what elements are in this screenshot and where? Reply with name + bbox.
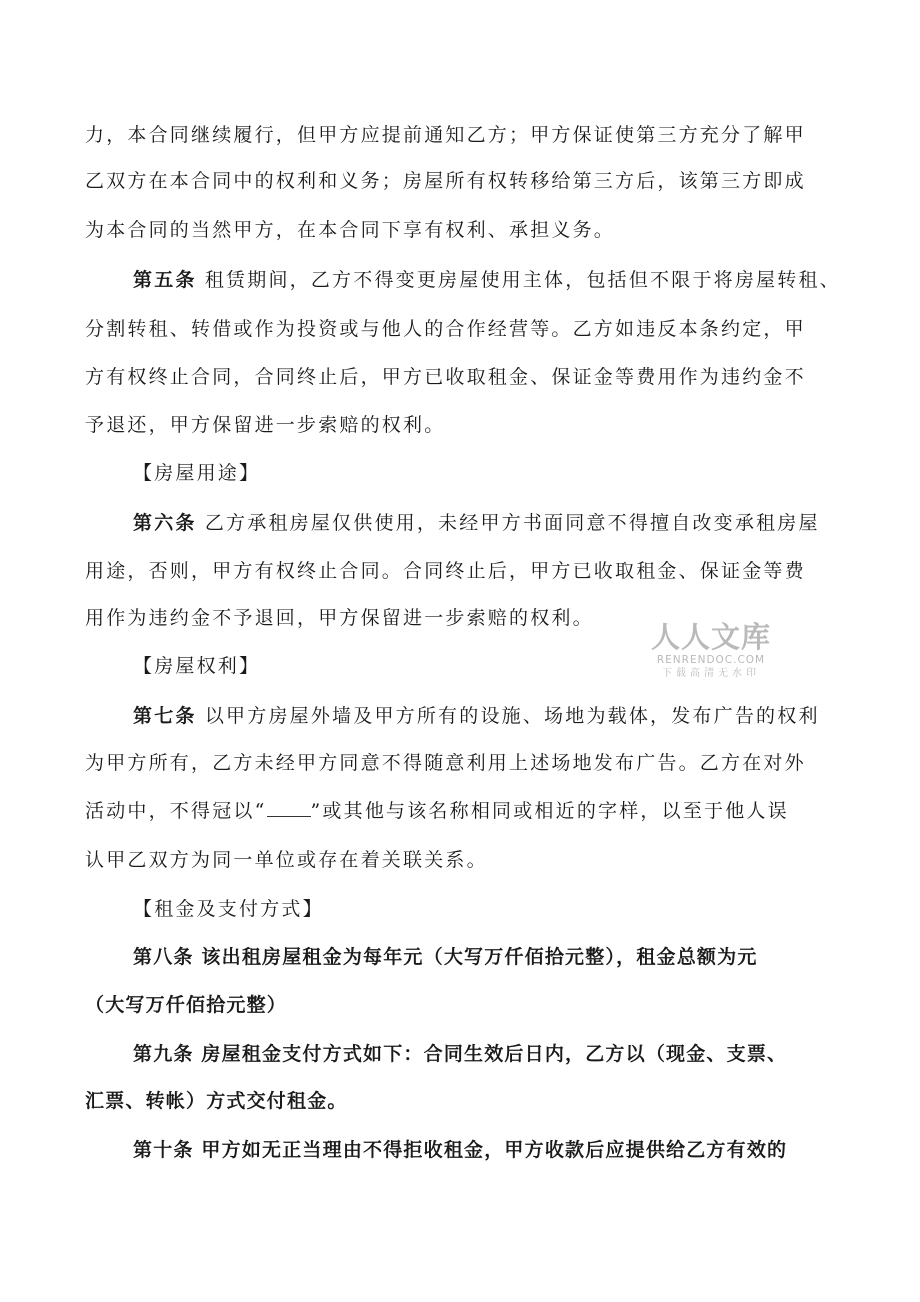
article-text: 乙方承租房屋仅供使用，未经甲方书面同意不得擅自改变承租房屋 bbox=[204, 512, 820, 534]
text-line: 用作为违约金不予退回，甲方保留进一步索赔的权利。 bbox=[85, 607, 594, 629]
article-8-line: 第八条 该出租房屋租金为每年元（大写万仟佰拾元整），租金总额为元 bbox=[133, 946, 758, 968]
text-line: 力，本合同继续履行，但甲方应提前通知乙方；甲方保证使第三方充分了解甲 bbox=[85, 124, 806, 146]
article-5-line bbox=[133, 267, 841, 293]
watermark-tagline: 下载高清无水印 bbox=[662, 668, 760, 679]
article-label: 第六条 bbox=[133, 512, 197, 534]
text-line: 为甲方所有，乙方未经甲方同意不得随意利用上述场地发布广告。乙方在对外 bbox=[85, 752, 806, 774]
text-line: 方有权终止合同，合同终止后，甲方已收取租金、保证金等费用作为违约金不 bbox=[85, 366, 806, 388]
article-label: 第五条 bbox=[133, 269, 197, 291]
text-line: 乙双方在本合同中的权利和义务；房屋所有权转移给第三方后，该第三方即成 bbox=[85, 170, 806, 192]
text-line: （大写万仟佰拾元整） bbox=[85, 994, 288, 1016]
watermark-domain: RENRENDOC.COM bbox=[656, 654, 766, 666]
watermark-title: 人人文库 bbox=[650, 620, 771, 654]
text-line: 予退还，甲方保留进一步索赔的权利。 bbox=[85, 414, 446, 436]
text-line: 汇票、转帐）方式交付租金。 bbox=[85, 1090, 348, 1112]
article-6-line bbox=[133, 510, 820, 536]
section-heading: 【房屋权利】 bbox=[133, 655, 261, 677]
text-line-with-blank bbox=[85, 798, 789, 824]
text-segment: 活动中，不得冠以“ bbox=[85, 800, 267, 822]
text-line: 分割转租、转借或作为投资或与他人的合作经营等。乙方如违反本条约定，甲 bbox=[85, 318, 806, 340]
text-segment: ”或其他与该名称相同或相近的字样，以至于他人误 bbox=[310, 800, 789, 822]
article-text: 租赁期间，乙方不得变更房屋使用主体，包括但不限于将房屋转租、 bbox=[204, 269, 841, 291]
article-9-line: 第九条 房屋租金支付方式如下：合同生效后日内，乙方以（现金、支票、 bbox=[133, 1043, 788, 1065]
text-line: 为本合同的当然甲方，在本合同下享有权利、承担义务。 bbox=[85, 219, 616, 241]
article-7-line bbox=[133, 703, 820, 729]
article-text: 以甲方房屋外墙及甲方所有的设施、场地为载体，发布广告的权利 bbox=[204, 705, 820, 727]
text-line: 认甲乙双方为同一单位或存在着关联关系。 bbox=[85, 849, 488, 871]
blank-underline bbox=[267, 802, 311, 817]
article-label: 第七条 bbox=[133, 705, 197, 727]
section-heading: 【租金及支付方式】 bbox=[133, 898, 324, 920]
section-heading: 【房屋用途】 bbox=[133, 462, 261, 484]
article-10-line: 第十条 甲方如无正当理由不得拒收租金，甲方收款后应提供给乙方有效的 bbox=[133, 1139, 788, 1161]
watermark bbox=[646, 620, 776, 680]
text-line: 用途，否则，甲方有权终止合同。合同终止后，甲方已收取租金、保证金等费 bbox=[85, 560, 806, 582]
